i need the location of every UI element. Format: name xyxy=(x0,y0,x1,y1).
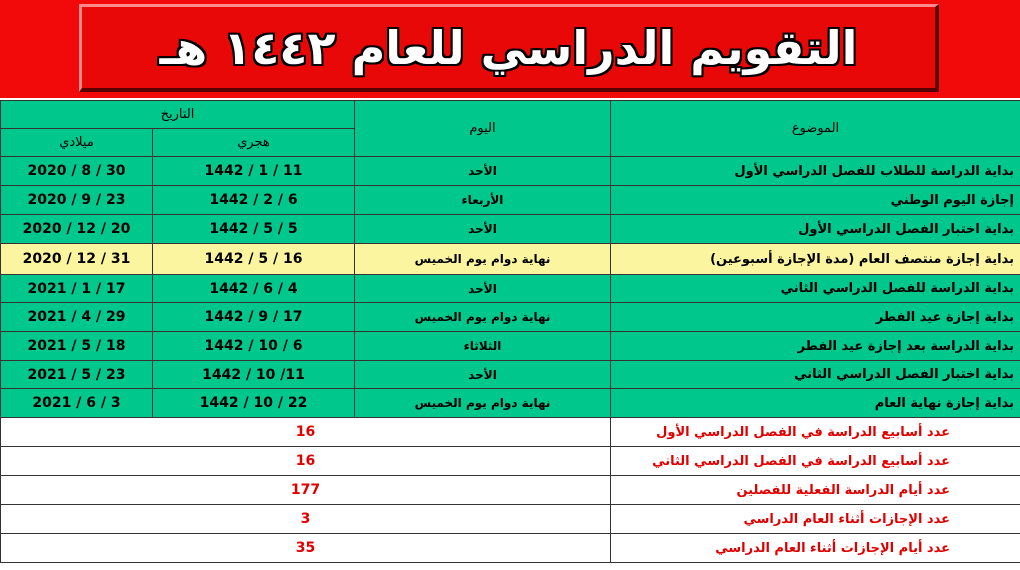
day-column-header: اليوم xyxy=(355,101,611,157)
topic-cell: بداية الدراسة للفصل الدراسي الثاني xyxy=(611,275,1020,303)
day-cell: الثلاثاء xyxy=(355,332,611,361)
summary-row xyxy=(1,476,1020,505)
gregorian-date-cell: 2020 / 9 / 23 xyxy=(1,186,153,215)
topic-cell: بداية اختبار الفصل الدراسي الأول xyxy=(611,215,1020,244)
summary-row xyxy=(1,534,1020,563)
summary-value: 35 xyxy=(1,534,611,563)
gregorian-date-cell: 2020 / 12 / 31 xyxy=(1,244,153,275)
hijri-date-cell: 1442 / 10 / 6 xyxy=(153,332,355,361)
day-cell: الأحد xyxy=(355,157,611,186)
summary-value: 16 xyxy=(1,418,611,447)
topic-cell: بداية الدراسة للطلاب للفصل الدراسي الأول xyxy=(611,157,1020,186)
table-row xyxy=(1,332,1020,361)
table-row xyxy=(1,303,1020,332)
title-box xyxy=(79,4,939,92)
gregorian-column-header: ميلادي xyxy=(1,129,153,157)
gregorian-date-cell: 2020 / 8 / 30 xyxy=(1,157,153,186)
hijri-date-cell: 1442 / 10 /11 xyxy=(153,361,355,389)
title-banner xyxy=(0,0,1020,98)
summary-label: عدد أيام الإجازات أثناء العام الدراسي xyxy=(611,534,1020,563)
table-row xyxy=(1,215,1020,244)
day-cell: الأحد xyxy=(355,275,611,303)
hijri-date-cell: 1442 / 10 / 22 xyxy=(153,389,355,418)
calendar-table xyxy=(0,100,1020,563)
gregorian-date-cell: 2021 / 1 / 17 xyxy=(1,275,153,303)
day-cell: الأحد xyxy=(355,361,611,389)
hijri-date-cell: 1442 / 9 / 17 xyxy=(153,303,355,332)
gregorian-date-cell: 2021 / 4 / 29 xyxy=(1,303,153,332)
summary-label: عدد أيام الدراسة الفعلية للفصلين xyxy=(611,476,1020,505)
day-cell: الأحد xyxy=(355,215,611,244)
page-title: التقويم الدراسي للعام ١٤٤٢ هـ xyxy=(159,20,858,75)
summary-value: 3 xyxy=(1,505,611,534)
topic-column-header: الموضوع xyxy=(611,101,1020,157)
gregorian-date-cell: 2021 / 5 / 18 xyxy=(1,332,153,361)
day-cell: نهاية دوام يوم الخميس xyxy=(355,303,611,332)
summary-label: عدد الإجازات أثناء العام الدراسي xyxy=(611,505,1020,534)
day-cell: نهاية دوام يوم الخميس xyxy=(355,389,611,418)
table-row xyxy=(1,389,1020,418)
table-row xyxy=(1,157,1020,186)
summary-row xyxy=(1,418,1020,447)
topic-cell: بداية إجازة عيد الفطر xyxy=(611,303,1020,332)
table-row xyxy=(1,275,1020,303)
hijri-date-cell: 1442 / 6 / 4 xyxy=(153,275,355,303)
gregorian-date-cell: 2020 / 12 / 20 xyxy=(1,215,153,244)
hijri-date-cell: 1442 / 5 / 5 xyxy=(153,215,355,244)
topic-cell: بداية إجازة منتصف العام (مدة الإجازة أسبوعين) xyxy=(611,244,1020,275)
hijri-date-cell: 1442 / 5 / 16 xyxy=(153,244,355,275)
day-cell: نهاية دوام يوم الخميس xyxy=(355,244,611,275)
hijri-column-header: هجري xyxy=(153,129,355,157)
summary-label: عدد أسابيع الدراسة في الفصل الدراسي الأول xyxy=(611,418,1020,447)
table-row xyxy=(1,361,1020,389)
topic-cell: إجازة اليوم الوطني xyxy=(611,186,1020,215)
gregorian-date-cell: 2021 / 6 / 3 xyxy=(1,389,153,418)
table-row xyxy=(1,244,1020,275)
table-row xyxy=(1,186,1020,215)
hijri-date-cell: 1442 / 2 / 6 xyxy=(153,186,355,215)
day-cell: الأربعاء xyxy=(355,186,611,215)
summary-value: 16 xyxy=(1,447,611,476)
hijri-date-cell: 1442 / 1 / 11 xyxy=(153,157,355,186)
topic-cell: بداية إجازة نهاية العام xyxy=(611,389,1020,418)
gregorian-date-cell: 2021 / 5 / 23 xyxy=(1,361,153,389)
summary-row xyxy=(1,505,1020,534)
topic-cell: بداية الدراسة بعد إجازة عيد الفطر xyxy=(611,332,1020,361)
summary-row xyxy=(1,447,1020,476)
summary-label: عدد أسابيع الدراسة في الفصل الدراسي الثاني xyxy=(611,447,1020,476)
topic-cell: بداية اختبار الفصل الدراسي الثاني xyxy=(611,361,1020,389)
date-group-header: التاريخ xyxy=(1,101,355,129)
summary-value: 177 xyxy=(1,476,611,505)
